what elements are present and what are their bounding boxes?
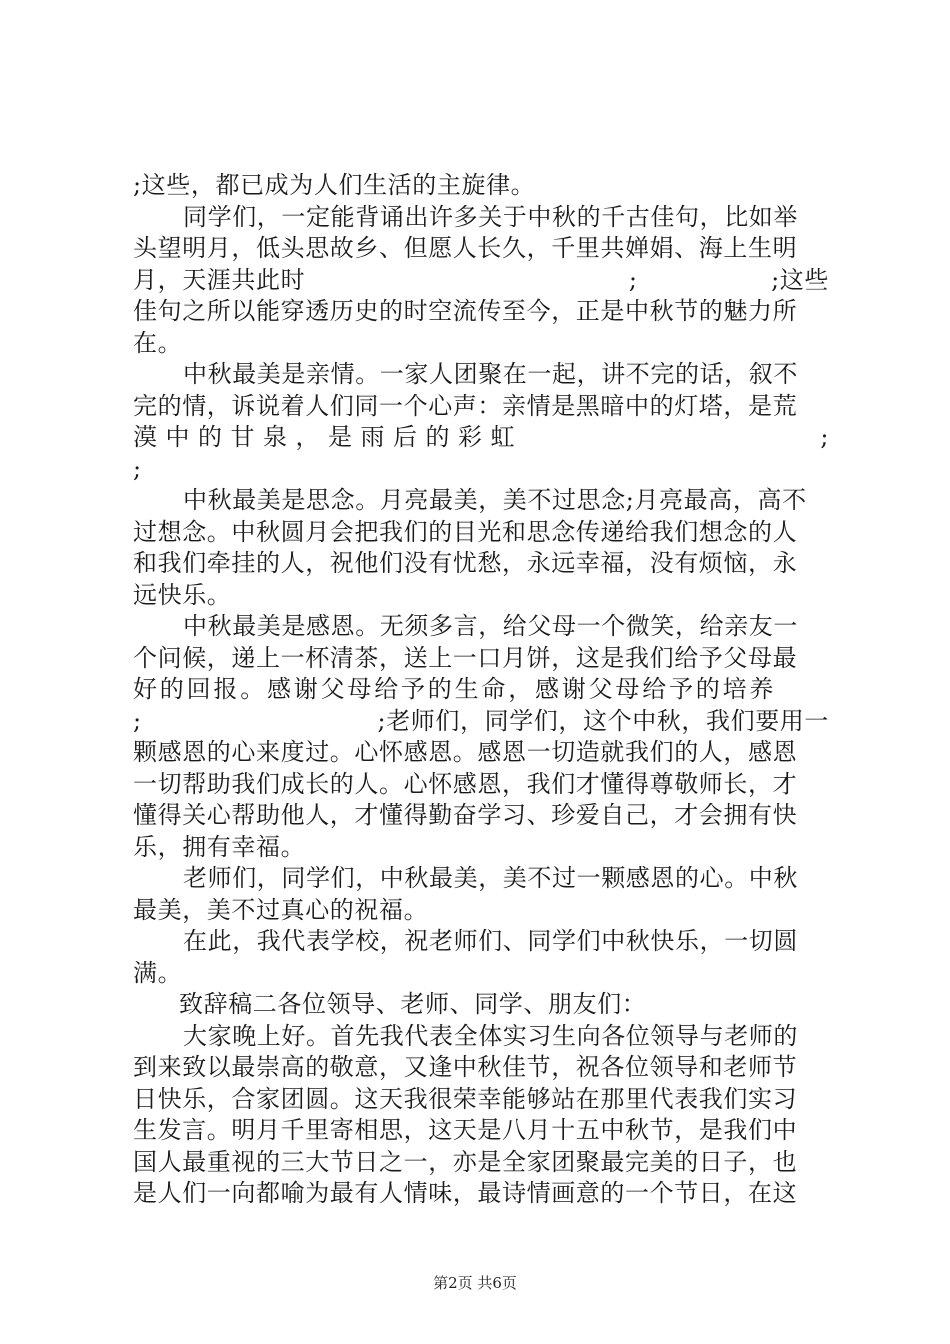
- text-line: 过想念。中秋圆月会把我们的目光和思念传递给我们想念的人: [133, 517, 798, 546]
- text-line: 生发言。明月千里寄相思，这天是八月十五中秋节，是我们中: [133, 1116, 798, 1144]
- text-fragment: ;这些: [771, 265, 829, 294]
- text-line: 中秋最美是亲情。一家人团聚在一起，讲不完的话，叙不: [183, 360, 798, 388]
- text-fragment: ;老师们，同学们，这个中秋，我们要用一: [377, 706, 829, 735]
- text-fragment: 月，天涯共此时: [133, 265, 306, 294]
- text-line: 中秋最美是思念。月亮最美，美不过思念;月亮最高，高不: [183, 486, 807, 514]
- text-line: [133, 422, 829, 454]
- text-line: [133, 706, 829, 738]
- text-line: 好的回报。感谢父母给予的生命，感谢父母给予的培养: [133, 675, 777, 703]
- page-footer: [0, 1272, 950, 1293]
- text-line: 远快乐。: [133, 580, 232, 609]
- text-line: 完的情，诉说着人们同一个心声：亲情是黑暗中的灯塔，是荒: [133, 391, 798, 420]
- text-line: 满。: [133, 958, 183, 987]
- text-fragment: ;: [820, 423, 829, 451]
- text-fragment: ;: [133, 706, 142, 735]
- text-line: 和我们牵挂的人，祝他们没有忧愁，永远幸福，没有烦恼，永: [133, 549, 798, 577]
- text-line: 最美，美不过真心的祝福。: [133, 895, 429, 924]
- text-line: 国人最重视的三大节日之一，亦是全家团聚最完美的日子，也: [133, 1147, 798, 1176]
- text-line: 同学们，一定能背诵出许多关于中秋的千古佳句，比如举: [183, 202, 798, 231]
- text-line: 老师们，同学们，中秋最美，美不过一颗感恩的心。中秋: [183, 864, 798, 892]
- text-line: ;这些，都已成为人们生活的主旋律。: [133, 171, 536, 199]
- text-fragment: ;: [628, 265, 638, 294]
- text-line: ;: [133, 454, 142, 483]
- text-line: [133, 265, 829, 297]
- text-line: 在此，我代表学校，祝老师们、同学们中秋快乐，一切圆: [183, 927, 798, 955]
- text-line: 一切帮助我们成长的人。心怀感恩，我们才懂得尊敬师长，才: [133, 769, 798, 798]
- text-line: 个问候，递上一杯清茶，送上一口月饼，这是我们给予父母最: [133, 643, 798, 672]
- text-line: 头望明月，低头思故乡、但愿人长久，千里共婵娟、海上生明: [133, 234, 798, 262]
- text-line: 致辞稿二各位领导、老师、同学、朋友们：: [179, 990, 647, 1018]
- text-line: 中秋最美是感恩。无须多言，给父母一个微笑，给亲友一: [183, 612, 798, 640]
- text-line: 懂得关心帮助他人，才懂得勤奋学习、珍爱自己，才会拥有快: [133, 801, 798, 829]
- page-number: 第2页 共6页: [433, 1274, 517, 1292]
- text-line: 颗感恩的心来度过。心怀感恩。感恩一切造就我们的人，感恩: [133, 738, 798, 766]
- text-fragment: 漠中的甘泉，是雨后的彩虹: [133, 423, 523, 451]
- text-line: 佳句之所以能穿透历史的时空流传至今，正是中秋节的魅力所: [133, 297, 798, 325]
- text-line: 在。: [133, 328, 183, 357]
- text-line: 日快乐，合家团圆。这天我很荣幸能够站在那里代表我们实习: [133, 1084, 798, 1113]
- document-body: [133, 170, 829, 1210]
- text-line: 大家晚上好。首先我代表全体实习生向各位领导与老师的: [183, 1021, 798, 1050]
- text-line: 是人们一向都喻为最有人情味，最诗情画意的一个节日，在这: [133, 1179, 798, 1207]
- text-line: 到来致以最崇高的敬意，又逢中秋佳节，祝各位领导和老师节: [133, 1053, 798, 1081]
- text-line: 乐，拥有幸福。: [133, 832, 306, 861]
